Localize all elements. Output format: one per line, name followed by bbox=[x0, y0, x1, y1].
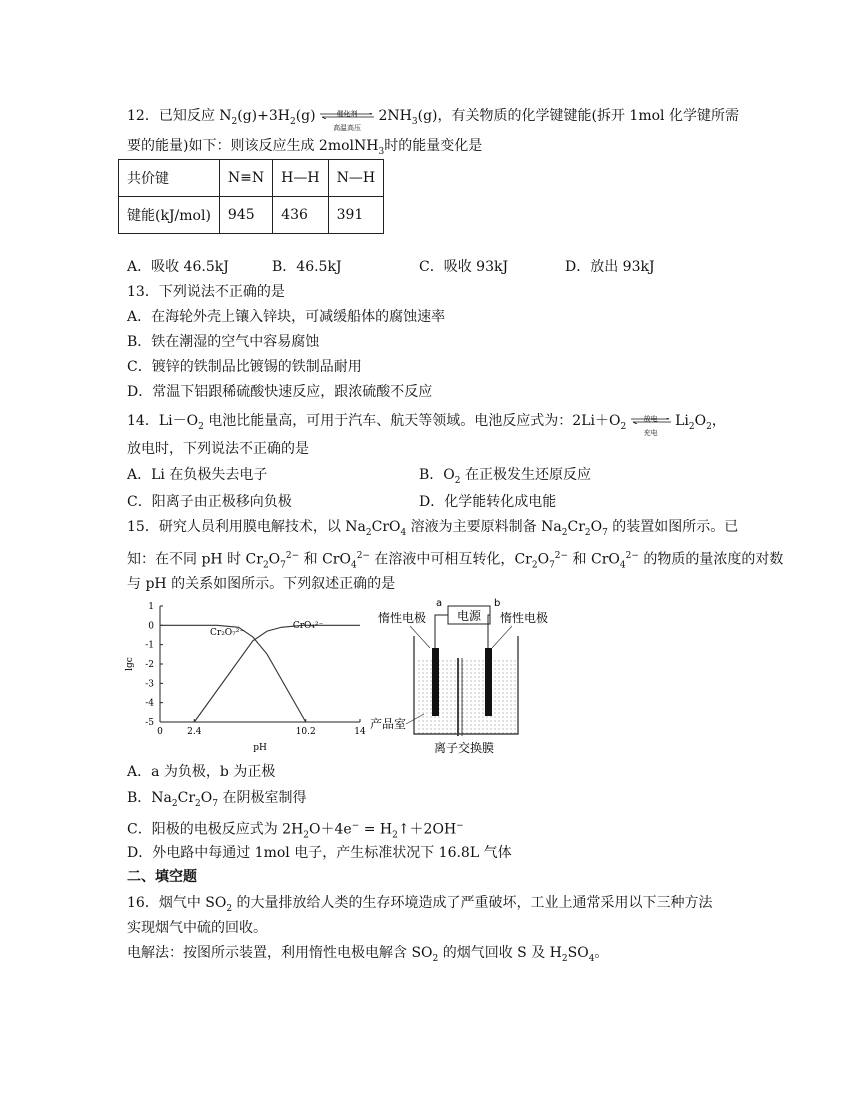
y-tick-label: -1 bbox=[145, 640, 154, 651]
q16-line2: 实现烟气中硫的回收。 bbox=[127, 920, 267, 936]
left-electrode-label: 惰性电极 bbox=[378, 611, 427, 625]
q16-line1: 16．烟气中 $SO_2$ 的大量排放给人类的生存环境造成了严重破坏，工业上通常采用以下三种方法 bbox=[127, 895, 713, 914]
equilibrium-arrow: 催化剂 高温高压 bbox=[320, 106, 374, 126]
y-tick-label: -2 bbox=[145, 660, 154, 670]
q16-line3: 电解法：按图所示装置，利用惰性电极电解含 $SO_2$ 的烟气回收 S 及 $H_2SO_4$。 bbox=[127, 945, 609, 964]
q13-option-a[interactable]: A．在海轮外壳上镶入锌块，可减缓船体的腐蚀速率 bbox=[127, 309, 446, 325]
q12-option-b[interactable]: B．46.5kJ bbox=[272, 259, 342, 275]
q14-line1: 14．$Li-O_2$ 电池比能量高，可用于汽车、航天等领域。电池反应式为：$2Li+O_2$ 放电 充电 $Li_2O_2$， bbox=[127, 413, 726, 437]
y-tick-label: 1 bbox=[148, 602, 154, 612]
q13-option-b[interactable]: B．铁在潮湿的空气中容易腐蚀 bbox=[127, 334, 320, 350]
q13-option-d[interactable]: D．常温下铝跟稀硫酸快速反应，跟浓硫酸不反应 bbox=[127, 384, 433, 400]
series-label-2: CrO₄²⁻ bbox=[292, 621, 324, 632]
q12-option-c[interactable]: C．吸收 93kJ bbox=[419, 259, 509, 275]
q12-option-d[interactable]: D．放出 93kJ bbox=[565, 259, 655, 275]
table-cell: 键能(kJ/mol) bbox=[119, 197, 220, 234]
x-tick-label: 2.4 bbox=[187, 727, 202, 737]
table-cell: 391 bbox=[328, 197, 383, 234]
wire-left bbox=[435, 615, 448, 648]
membrane-label: 离子交换膜 bbox=[434, 741, 495, 755]
q13-option-c[interactable]: C．镀锌的铁制品比镀锡的铁制品耐用 bbox=[127, 359, 362, 375]
terminal-a-label: a bbox=[436, 598, 443, 609]
q14-option-d[interactable]: D．化学能转化成电能 bbox=[419, 494, 557, 510]
table-cell: H—H bbox=[273, 160, 328, 197]
q14-option-c[interactable]: C．阳离子由正极移向负极 bbox=[127, 494, 292, 510]
y-tick-label: 0 bbox=[148, 621, 154, 632]
q15-option-b[interactable]: B．$Na_2Cr_2O_7$ 在阴极室制得 bbox=[127, 790, 307, 809]
y-tick-label: -4 bbox=[145, 698, 154, 709]
q12-option-a[interactable]: A．吸收 46.5kJ bbox=[127, 259, 229, 275]
electrolysis-apparatus bbox=[370, 596, 570, 756]
q15-line1: 15．研究人员利用膜电解技术，以 $Na_2CrO_4$ 溶液为主要原料制备 $Na_2Cr_2O_7$ 的装置如图所示。已 bbox=[127, 519, 739, 538]
lgc-ph-chart bbox=[120, 596, 366, 756]
reversible-arrow: 放电 充电 bbox=[631, 411, 671, 431]
left-electrode bbox=[432, 648, 439, 716]
q12-line2: 要的能量)如下：则该反应生成 2molNH$_3$时的能量变化是 bbox=[127, 138, 483, 157]
q15-option-c[interactable]: C．阳极的电极反应式为 $2H_2O+4e^-$ = $H_2↑+2OH^-$ bbox=[127, 821, 464, 841]
series-line-1 bbox=[160, 625, 306, 722]
q14-line2: 放电时，下列说法不正确的是 bbox=[127, 441, 309, 457]
right-label-leader bbox=[492, 626, 512, 648]
table-cell: 共价键 bbox=[119, 160, 220, 197]
section-heading: 二、填空题 bbox=[127, 869, 197, 885]
left-label-leader bbox=[410, 626, 430, 648]
y-tick-label: -3 bbox=[145, 679, 154, 690]
right-electrode bbox=[485, 648, 492, 716]
table-cell: N—H bbox=[328, 160, 383, 197]
bond-energy-table bbox=[118, 159, 384, 234]
series-line-2 bbox=[194, 625, 360, 722]
table-cell: 945 bbox=[219, 197, 272, 234]
table-row bbox=[119, 197, 384, 234]
x-tick-label: 10.2 bbox=[295, 727, 316, 737]
x-tick-label: 0 bbox=[157, 727, 163, 737]
q15-option-a[interactable]: A．a 为负极，b 为正极 bbox=[127, 764, 276, 780]
y-tick-label: -5 bbox=[145, 718, 154, 728]
right-electrode-label: 惰性电极 bbox=[500, 611, 549, 625]
power-source-label: 电源 bbox=[456, 609, 482, 623]
x-tick-label: 14 bbox=[354, 727, 366, 737]
x-axis-label: pH bbox=[253, 743, 267, 753]
table-cell: N≡N bbox=[219, 160, 272, 197]
q15-line3: 与 pH 的关系如图所示。下列叙述正确的是 bbox=[127, 576, 396, 592]
product-room-label: 产品室 bbox=[370, 717, 407, 731]
q14-option-b[interactable]: B．$O_2$ 在正极发生还原反应 bbox=[419, 467, 591, 486]
q13-stem: 13．下列说法不正确的是 bbox=[127, 284, 285, 300]
q14-option-a[interactable]: A．Li 在负极失去电子 bbox=[127, 467, 268, 483]
q12-line1: 12．已知反应 $N_2(g)+3H_2(g)$ 催化剂 高温高压 $2NH_3(g)$，有关物质的化学键键能(拆开 1mol 化学键所需 bbox=[127, 108, 739, 132]
table-cell: 436 bbox=[273, 197, 328, 234]
series-label-1: Cr₂O₇²⁻ bbox=[210, 628, 245, 638]
q15-option-d[interactable]: D．外电路中每通过 1mol 电子，产生标准状况下 16.8L 气体 bbox=[127, 845, 512, 861]
terminal-b-label: b bbox=[494, 598, 501, 609]
solution bbox=[416, 658, 516, 734]
y-axis-label: lgc bbox=[125, 657, 135, 671]
q15-line2: 知：在不同 pH 时 $Cr_2O_7^{2-}$ 和 CrO$_4^{2-}$ 在溶液中可相互转化，$Cr_2O_7^{2-}$ 和 CrO$_4^{2-}$ 的物质的量浓度的对数 bbox=[127, 551, 784, 571]
table-row bbox=[119, 160, 384, 197]
